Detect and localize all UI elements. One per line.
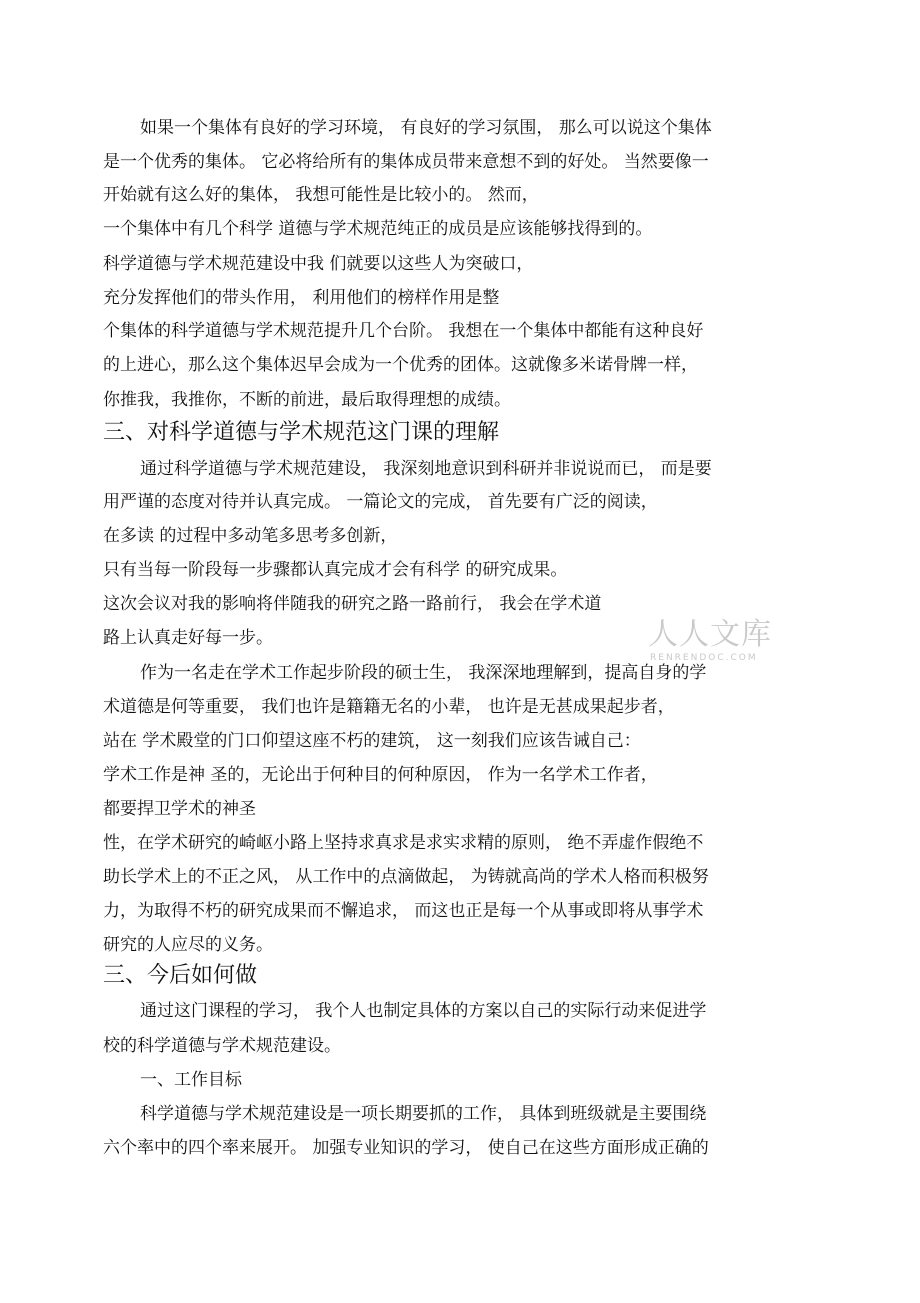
- paragraph-line: 如果一个集体有良好的学习环境， 有良好的学习氛围， 那么可以说这个集体: [140, 118, 712, 138]
- paragraph-line: 一个集体中有几个科学 道德与学术规范纯正的成员是应该能够找得到的。: [103, 219, 653, 239]
- paragraph-line: 路上认真走好每一步。: [103, 628, 273, 648]
- paragraph-line: 助长学术上的不正之风， 从工作中的点滴做起， 为铸就高尚的学术人格而积极努: [103, 867, 709, 887]
- paragraph-line: 站在 学术殿堂的门口仰望这座不朽的建筑， 这一刻我们应该告诫自己：: [103, 731, 641, 751]
- paragraph-line: 在多读 的过程中多动笔多思考多创新，: [103, 526, 398, 546]
- paragraph-line: 科学道德与学术规范建设是一项长期要抓的工作， 具体到班级就是主要围绕: [140, 1104, 707, 1124]
- paragraph-line: 这次会议对我的影响将伴随我的研究之路一路前行， 我会在学术道: [103, 594, 602, 614]
- paragraph-line: 充分发挥他们的带头作用， 利用他们的榜样作用是整: [103, 288, 500, 308]
- paragraph-line: 力，为取得不朽的研究成果而不懈追求， 而这也正是每一个从事或即将从事学术: [103, 901, 704, 921]
- paragraph-line: 用严谨的态度对待并认真完成。 一篇论文的完成， 首先要有广泛的阅读，: [103, 492, 658, 512]
- paragraph-line: 只有当每一阶段每一步骤都认真完成才会有科学 的研究成果。: [103, 560, 568, 580]
- paragraph-line: 校的科学道德与学术规范建设。: [103, 1036, 341, 1056]
- watermark-title: 人人文库: [648, 617, 772, 652]
- paragraph-line: 通过科学道德与学术规范建设， 我深刻地意识到科研并非说说而已， 而是要: [140, 459, 712, 479]
- paragraph-line: 开始就有这么好的集体， 我想可能性是比较小的。 然而，: [103, 185, 539, 205]
- paragraph-line: 是一个优秀的集体。 它必将给所有的集体成员带来意想不到的好处。 当然要像一: [103, 152, 709, 172]
- paragraph-line: 个集体的科学道德与学术规范提升几个台阶。 我想在一个集体中都能有这种良好: [103, 321, 704, 341]
- section-heading: 三、对科学道德与学术规范这门课的理解: [103, 420, 500, 445]
- paragraph-line: 六个率中的四个率来展开。 加强专业知识的学习， 使自己在这些方面形成正确的: [103, 1138, 709, 1158]
- section-heading: 三、今后如何做: [103, 963, 258, 988]
- paragraph-line: 学术工作是神 圣的，无论出于何种目的何种原因， 作为一名学术工作者，: [103, 765, 658, 785]
- paragraph-line: 性，在学术研究的崎岖小路上坚持求真求是求实求精的原则， 绝不弄虚作假绝不: [103, 833, 704, 853]
- watermark-subtitle: RENRENDOC.COM: [650, 653, 758, 663]
- paragraph-line: 都要捍卫学术的神圣: [103, 799, 256, 819]
- paragraph-line: 术道德是何等重要， 我们也许是籍籍无名的小辈， 也许是无甚成果起步者，: [103, 697, 675, 717]
- subheading: 一、工作目标: [140, 1070, 242, 1090]
- paragraph-line: 科学道德与学术规范建设中我 们就要以这些人为突破口，: [103, 254, 534, 274]
- paragraph-line: 研究的人应尽的义务。: [103, 935, 273, 955]
- paragraph-line: 你推我，我推你，不断的前进，最后取得理想的成绩。: [103, 390, 511, 410]
- paragraph-line: 作为一名走在学术工作起步阶段的硕士生， 我深深地理解到，提高自身的学: [140, 663, 707, 683]
- paragraph-line: 通过这门课程的学习， 我个人也制定具体的方案以自己的实际行动来促进学: [140, 1001, 707, 1021]
- paragraph-line: 的上进心，那么这个集体迟早会成为一个优秀的团体。这就像多米诺骨牌一样，: [103, 355, 698, 375]
